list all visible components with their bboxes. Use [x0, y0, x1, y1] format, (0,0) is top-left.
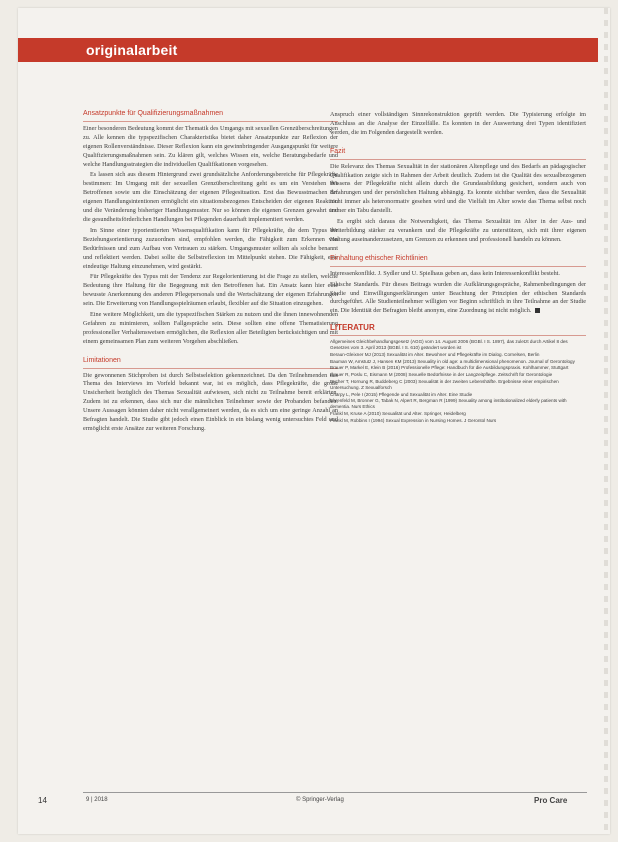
- literature-entry: Frankl M, Robbins I (1994) Sexual Expression in Nursing Homes. J Gerontol Nurs: [330, 417, 497, 423]
- paragraph: Anspruch einer vollständigen Sinnrekonstruktion geprüft werden. Die Typisierung erfolgte im Anschluss an die Analyse der Einzelfälle. Es konnten in der Auswertung drei Typen identifiziert werden, die im Folgenden dargestellt werden.: [330, 111, 586, 136]
- literature-heading: LITERATUR: [330, 324, 586, 336]
- right-column: [330, 111, 586, 424]
- end-of-article-icon: [535, 308, 540, 313]
- page-edge-decoration: [604, 8, 608, 834]
- paragraph: Eine weitere Möglichkeit, um die typspezifischen Stärken zu nutzen und die ihnen innewohnenden Gefahren zu minimieren, sollten Fallgespräche sein. Diese sollten eine offene Thematisierung professioneller Verhaltensweisen ermöglichen, die Reflexion aller Beteiligten berücksichtigen und mit einem gemeinsamen Plan zum weiteren Vorgehen abschließen.: [83, 311, 338, 345]
- literature-entry: Frankl M, Kruse A (2010) Sexualität und Alter. Springer, Heidelberg: [330, 410, 466, 416]
- paragraph: Es lassen sich aus diesem Hintergrund zwei grundsätzliche Anforderungsbereiche für Pflegekräfte bestimmen: Im Umgang mit der sexuellen Grenzüberschreitung geht es um ein Verstehen des Betroffenen sowie um die Einschätzung der eigenen Pflegesituation. Erst das Bewusstmachen der eigenen Handlungsintentionen ermöglicht ein situationsbezogenes Entscheiden der eigenen Reaktion und die Veränderung bisheriger Handlungsmuster. Nur so können die eigenen Grenzen gewahrt und die gesundheitsförderlichen Handlungen bei Pflegenden dauerhaft implementiert werden.: [83, 171, 338, 223]
- paragraph: Die gewonnenen Stichproben ist durch Selbstselektion gekennzeichnet. Da den Teilnehmenden das Thema des Interviews im Vorfeld bekannt war, ist es möglich, dass Pflegekräfte, die große Unsicherheit bezüglich des Themas Sexualität aufwiesen, sich nicht zu Teilnahme bereit erklärten. Zudem ist zu erkennen, dass sich nur die männlichen Teilnehmer sowie der Probanden befanden. Unsere Aussagen könnten daher nicht verallgemeinert werden, da es sich um eine geringe Anzahl an Befragten handelt. Die Studie gibt jedoch einen Einblick in ein bislang wenig untersuchtes Feld und ermöglicht erste Ansätze zur weiteren Forschung.: [83, 371, 338, 432]
- publisher-label: © Springer-Verlag: [296, 797, 344, 803]
- paragraph: [330, 281, 586, 317]
- literature-entry: Brauer R, Poslu C, Eismann M (2008) Sexuelle Bedürfnisse in der Langzeitpflege. Zeitschrift für Gerontologie: [330, 372, 553, 378]
- section-heading: Limitationen: [83, 357, 338, 369]
- journal-name: Pro Care: [534, 796, 568, 805]
- paragraph: Für Pflegekräfte des Typus mit der Tendenz zur Regelorientierung ist die Frage zu stellen, welche Bedeutung ihre Haltung für die Begegnung mit den Betroffenen hat. Ein Ansatz kann hier eine bewusste Anerkennung des anderen Pflegepersonals und die Wertschätzung der eigenen Erfahrungen sein. Die Erweiterung von Handlungsspielräumen erlaubt, flexibler auf die Situation einzugehen.: [83, 273, 338, 308]
- paragraph: Einer besonderen Bedeutung kommt der Thematik des Umgangs mit sexuellen Grenzüberschreitungen zu. Alle kennen die typspezifischen Charakteristika bietet daher Ansatzpunkte zur Reflexion der eigenen Rollenverständnisse. Dieser Reflexion kann ein gewinnbringender Ausgangspunkt für weitere Qualifizierungsmaßnahmen sein. Zu klären gilt, welches Wissen ein, welche Beratungsbedarfe und welche Handlungsstrategien die individuellen Qualifikationen vorgesehen.: [83, 124, 338, 168]
- literature-entry: Bauman W, Amstutz J, Hansen KM (2013) Sexuality in old age: a multidimensional phenomenon. Journal of Gerontology: [330, 358, 575, 364]
- literature-entry: Charpy L, Pele I (2015) Pflegende und Sexualität im Alter. Eine Studie: [330, 391, 473, 397]
- section-title: originalarbeit: [86, 42, 178, 58]
- literature-entry: Beraun-Gleixner MJ (2013) Sexualität im Alter. Bewohner und Pflegekräfte im Dialog. Cornelsen, Berlin: [330, 351, 540, 357]
- literature-entry: Bucher T, Hornung R, Buddeberg C (2003) Sexualität in der zweiten Lebenshälfte. Ergebnisse einer empirischen Untersuchung. Z Sexualforsch: [330, 378, 559, 390]
- paragraph: Interessenkonflikt. J. Sydler und U. Spielhaus geben an, dass kein Interessenkonflikt besteht.: [330, 269, 560, 277]
- paragraph: Im Sinne einer typorientierten Wissensqualifikation kann für Pflegekräfte, die dem Typus der Beziehungsorientierung zuzuordnen sind, empfohlen werden, die Fähigkeit zum Erkennen von Bedürfnissen und zum Aufbau von Vertrauen zu stärken. Umgangsmuster sollten als solche benannt und reflektiert werden. Dabei sollte die Selbstreflexion im Mittelpunkt stehen. Die Fähigkeit, eine eindeutige Haltung einzunehmen, wird gestärkt.: [83, 226, 338, 270]
- paragraph: Es ergibt sich daraus die Notwendigkeit, das Thema Sexualität im Alter in der Aus- und Weiterbildung stärker zu verankern und die Pflegekräfte zu unterstützen, sich mit ihrer eigenen Haltung auseinanderzusetzen, um Grenzen zu erkennen und professionell handeln zu können.: [330, 218, 586, 243]
- footer-divider: [83, 792, 587, 793]
- paragraph-text: Ethische Standards. Für dieses Beitrags wurden die Aufklärungsgespräche, Rahmenbedingungen der Studie und Einwilligungserklärungen unter Beachtung der Prinzipien der ethischen Standards durchgeführt. Alle Studienteilnehmer willigten vor Beginn schriftlich in ihre Teilnahme an der Studie ein. Die Identität der Befragten bleibt anonym, eine Zuordnung ist nicht möglich.: [330, 280, 586, 315]
- page-number: 14: [38, 796, 47, 805]
- literature-entry: Brauer P, Markel E, Klein B (2016) Professionelle Pflege: Handbuch für die Ausbildungspraxis. Kohlhammer, Stuttgart: [330, 365, 569, 371]
- paragraph: Die Relevanz des Themas Sexualität in der stationären Altenpflege und des Bedarfs an pädagogischer Qualifikation zeigte sich in Rahmen der Arbeit deutlich. Zudem ist die Qualität des sexualbezogenen Wissens der Pflegekräfte nicht allein durch die Grundausbildung gesichert, sondern auch von Erfahrungen und der persönlichen Haltung abhängig. Es konnte sichtbar werden, dass die Sexualität nicht immer als heteronormativ gesehen wird und die Vielfalt im Alter sowie das Thema selbst noch immer ein Tabu darstellt.: [330, 162, 586, 215]
- literature-entry: Ehrenfeld M, Bronner G, Tabak N, Alpert R, Bergman R (1999) Sexuality among institutionalized elderly patients with dementia. Nurs Ethics: [330, 398, 567, 410]
- literature-list: [330, 339, 586, 423]
- left-column: [83, 110, 338, 436]
- section-heading: Einhaltung ethischer Richtlinien: [330, 255, 586, 267]
- literature-entry: Allgemeines Gleichbehandlungsgesetz (AGG) vom 14. August 2006 (BGBl. I S. 1897), das zuletzt durch Artikel 8 des Gesetzes vom 3. April 2013 (BGBl. I S. 610) geändert worden ist: [330, 339, 568, 350]
- issue-label: 9 | 2018: [86, 797, 108, 803]
- section-heading: Fazit: [330, 148, 586, 160]
- section-heading: Ansatzpunkte für Qualifizierungsmaßnahmen: [83, 110, 338, 122]
